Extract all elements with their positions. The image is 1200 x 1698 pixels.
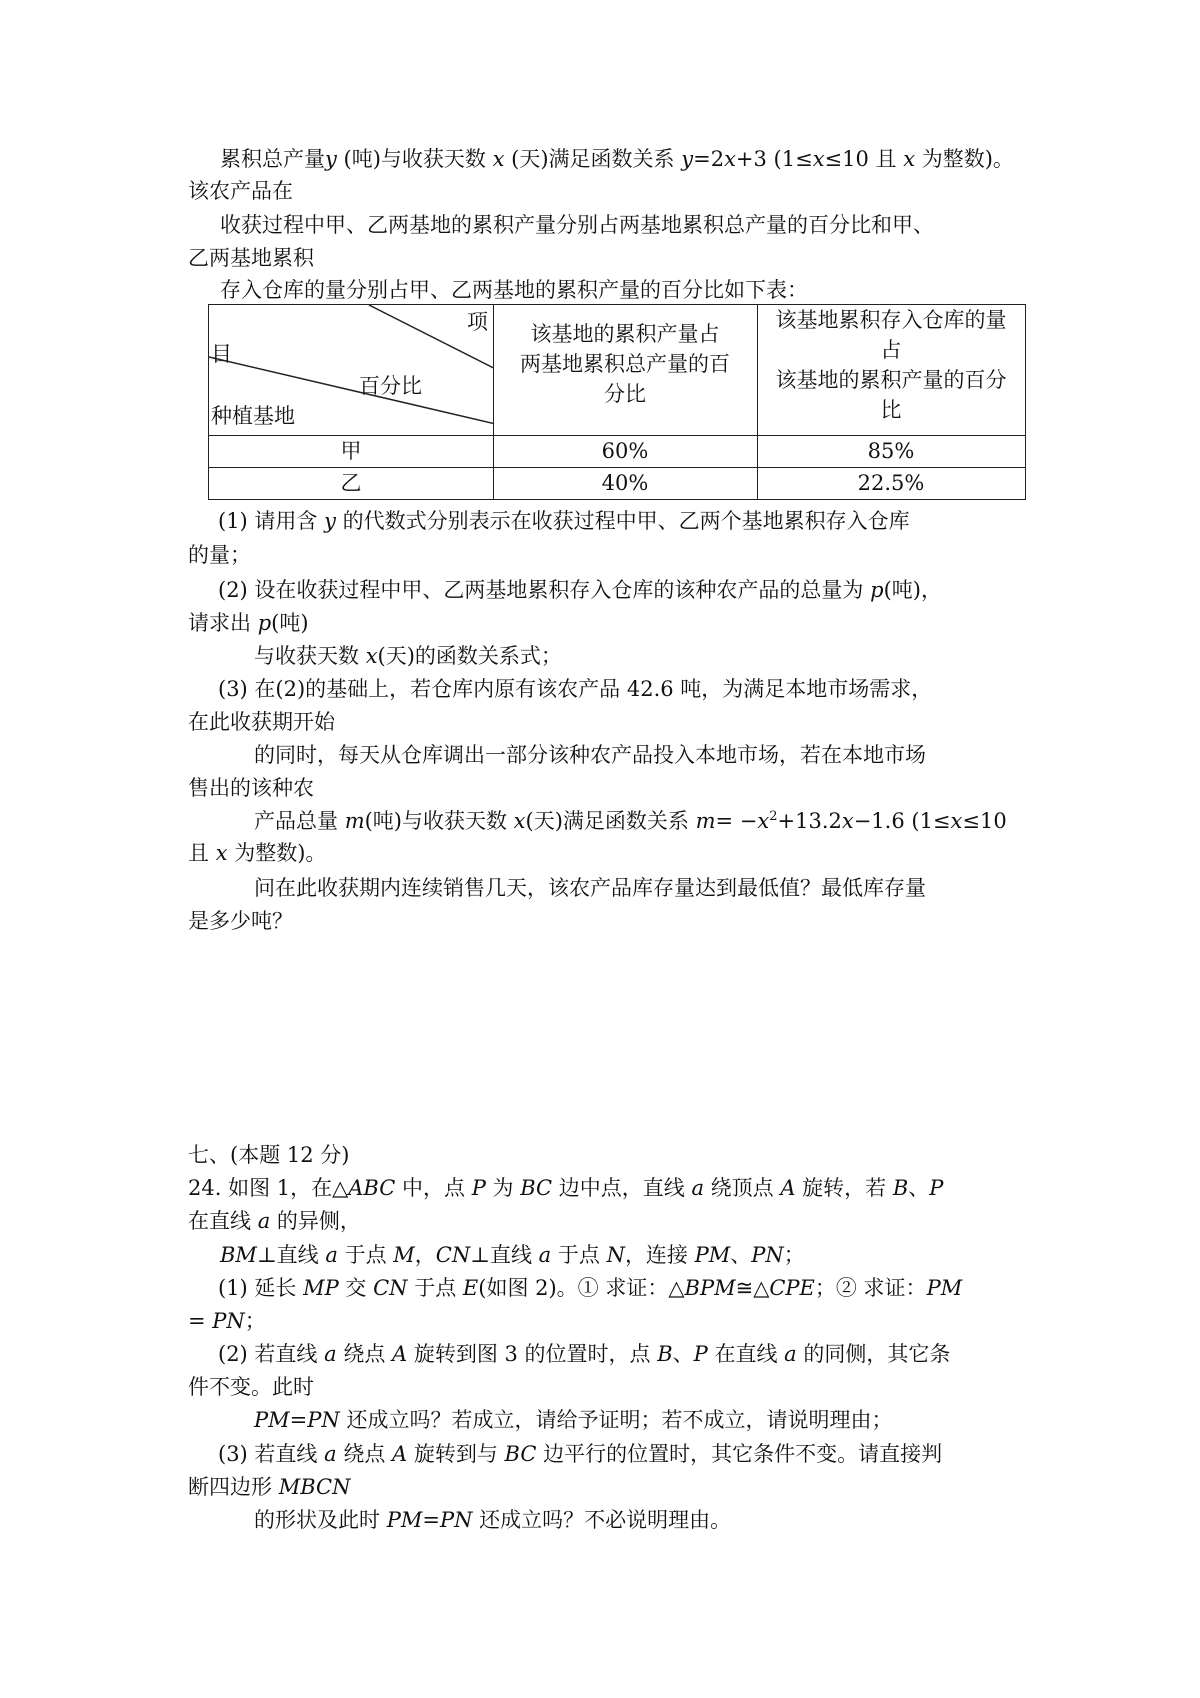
- question-1-line-2: 的量；: [188, 543, 251, 567]
- intro-line-3: 收获过程中甲、乙两基地的累积产量分别占两基地累积总产量的百分比和甲、: [220, 213, 934, 237]
- question-3-line-1: (3) 在(2)的基础上，若仓库内原有该农产品 42.6 吨，为满足本地市场需求，: [218, 677, 933, 701]
- table-cell-jia-stored: 85%: [867, 439, 915, 463]
- intro-line-4: 乙两基地累积: [188, 246, 314, 270]
- corner-label-item-2: 目: [211, 342, 232, 366]
- question-3-line-4: 售出的该种农: [188, 776, 314, 800]
- intro-line-1: 累积总产量y (吨)与收获天数 x (天)满足函数关系 y=2x+3 (1≤x≤10 且 x 为整数)。: [220, 147, 1014, 171]
- column-header-share-of-total: 该基地的累积产量占 两基地累积总产量的百 分比: [520, 322, 730, 406]
- question-2-line-2: 请求出 p(吨): [188, 611, 309, 635]
- column-header-stored-share: 该基地累积存入仓库的量 占 该基地的累积产量的百分 比: [775, 308, 1007, 422]
- question-3-line-3: 的同时，每天从仓库调出一部分该种农产品投入本地市场，若在本地市场: [254, 743, 926, 767]
- problem-24-line-7: 件不变。此时: [188, 1375, 314, 1399]
- problem-24-line-1: 24. 如图 1，在△ABC 中，点 P 为 BC 边中点，直线 a 绕顶点 A 旋转，若 B、P: [188, 1176, 944, 1200]
- question-2-line-3: 与收获天数 x(天)的函数关系式；: [254, 644, 562, 668]
- intro-line-5: 存入仓库的量分别占甲、乙两基地的累积产量的百分比如下表：: [220, 278, 808, 302]
- problem-24-line-5: = PN；: [188, 1309, 266, 1333]
- corner-label-base: 种植基地: [211, 404, 295, 428]
- question-3-line-5: 产品总量 m(吨)与收获天数 x(天)满足函数关系 $m= -x^2+13.2x-1.6$ (1≤x≤10: [254, 809, 1007, 833]
- table-row-base-yi: 乙: [340, 471, 362, 495]
- storage-percentage-table: [208, 304, 1026, 500]
- problem-24-line-4: (1) 延长 MP 交 CN 于点 E(如图 2)。① 求证：△BPM≅△CPE；② 求证：PM: [218, 1276, 963, 1300]
- question-1-line-1: (1) 请用含 y 的代数式分别表示在收获过程中甲、乙两个基地累积存入仓库: [218, 509, 910, 533]
- table-cell-yi-stored: 22.5%: [857, 471, 925, 495]
- table-cell-yi-share: 40%: [601, 471, 649, 495]
- table-cell-jia-share: 60%: [601, 439, 649, 463]
- question-3-line-2: 在此收获期开始: [188, 710, 335, 734]
- problem-24-line-8: PM=PN 还成立吗？若成立，请给予证明；若不成立，请说明理由；: [254, 1408, 893, 1432]
- corner-label-percentage: 百分比: [359, 374, 422, 398]
- problem-24-line-2: 在直线 a 的异侧，: [188, 1209, 361, 1233]
- problem-24-line-10: 断四边形 MBCN: [188, 1475, 351, 1499]
- corner-label-item: 项: [467, 310, 488, 334]
- question-2-line-1: (2) 设在收获过程中甲、乙两基地累积存入仓库的该种农产品的总量为 p(吨)，: [218, 578, 942, 602]
- intro-line-2: 该农产品在: [188, 179, 293, 203]
- problem-24-line-11: 的形状及此时 PM=PN 还成立吗？不必说明理由。: [254, 1508, 732, 1532]
- problem-24-line-6: (2) 若直线 a 绕点 A 旋转到图 3 的位置时，点 B、P 在直线 a 的同侧，其它条: [218, 1342, 951, 1366]
- question-3-line-8: 是多少吨？: [188, 909, 293, 933]
- table-row-base-jia: 甲: [340, 439, 362, 463]
- section-heading: 七、(本题 12 分): [188, 1143, 350, 1167]
- question-3-line-6: 且 x 为整数)。: [188, 841, 327, 865]
- problem-24-line-3: BM⊥直线 a 于点 M，CN⊥直线 a 于点 N，连接 PM、PN；: [220, 1243, 805, 1267]
- question-3-line-7: 问在此收获期内连续销售几天，该农产品库存量达到最低值？最低库存量: [254, 876, 926, 900]
- problem-24-line-9: (3) 若直线 a 绕点 A 旋转到与 BC 边平行的位置时，其它条件不变。请直接判: [218, 1442, 943, 1466]
